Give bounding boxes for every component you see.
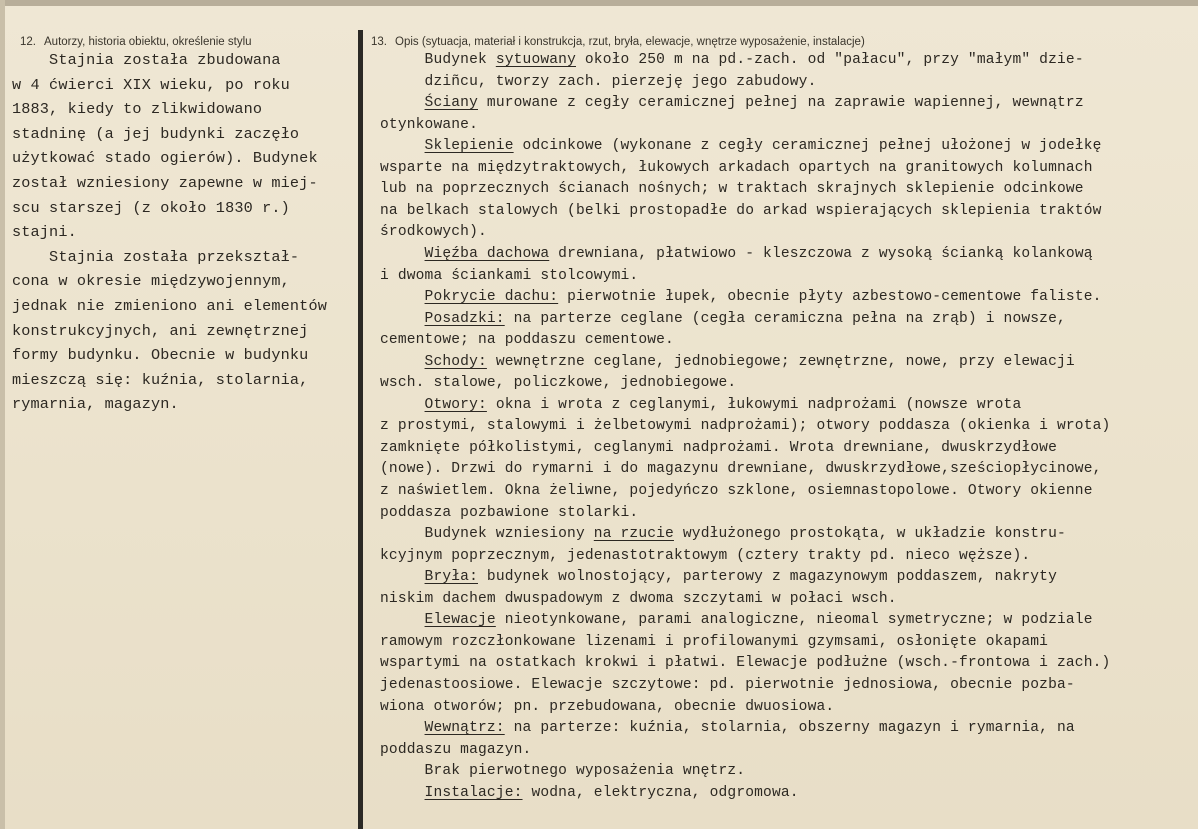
description-text-line: [380, 525, 1066, 543]
line-text: murowane z cegły ceramicznej pełnej na zaprawie wapiennej, wewnątrz: [478, 95, 1084, 112]
description-text-line: [380, 504, 638, 522]
line-text: Budynek wzniesiony: [380, 526, 594, 543]
description-text-line: [380, 267, 638, 285]
left-column-header: [20, 36, 252, 48]
line-text: wydłużonego prostokąta, w układzie konstru-: [673, 526, 1066, 543]
underlined-keyword: Wewnątrz:: [424, 720, 505, 737]
description-text-line: [380, 568, 1057, 586]
description-text-line: [380, 223, 487, 241]
history-text-line: stajni.: [12, 223, 77, 242]
history-text-line: Stajnia została zbudowana: [12, 51, 281, 69]
column-divider: [358, 30, 363, 829]
line-text: wodna, elektryczna, odgromowa.: [522, 784, 799, 801]
line-text: Brak pierwotnego wyposażenia wnętrz.: [380, 763, 746, 780]
description-text-line: [380, 73, 816, 91]
line-text: [380, 311, 425, 327]
left-header-number: 12.: [20, 36, 36, 48]
card-top-edge: [0, 0, 1198, 6]
description-text-line: [380, 482, 1093, 500]
line-text: [380, 397, 425, 413]
line-text: jedenastoosiowe. Elewacje szczytowe: pd. pierwotnie jednosiowa, obecnie pozba-: [380, 676, 1075, 693]
underlined-keyword: Schody:: [424, 353, 487, 370]
history-text-line: konstrukcyjnych, ani zewnętrznej: [12, 321, 309, 340]
description-text-line: [380, 698, 834, 716]
description-text-line: [380, 590, 897, 608]
line-text: budynek wolnostojący, parterowy z magazynowym poddaszem, nakryty: [478, 569, 1057, 586]
description-text-line: [380, 784, 799, 802]
underlined-keyword: Ściany: [424, 95, 478, 112]
left-header-title: Autorzy, historia obiektu, określenie stylu: [44, 36, 252, 48]
history-text-line: w 4 ćwierci XIX wieku, po roku: [12, 75, 290, 94]
line-text: z naświetlem. Okna żeliwne, pojedyńczo szklone, osiemnastopolowe. Otwory okienne: [380, 483, 1093, 499]
underlined-keyword: na rzucie: [593, 526, 674, 543]
description-text-line: [380, 396, 1021, 414]
line-text: [380, 354, 425, 370]
line-text: [380, 95, 425, 111]
description-text-line: [380, 460, 1102, 478]
history-text-line: jednak nie zmieniono ani elementów: [12, 297, 327, 315]
line-text: Budynek: [380, 52, 496, 68]
underlined-keyword: Elewacje: [424, 612, 496, 629]
history-text-line: cona w okresie międzywojennym,: [12, 272, 290, 291]
history-text-line: 1883, kiedy to zlikwidowano: [12, 100, 263, 119]
description-text-line: [380, 762, 745, 780]
line-text: wsch. stalowe, policzkowe, jednobiegowe.: [380, 375, 737, 392]
description-text-line: [380, 417, 1110, 435]
line-text: na parterze: kuźnia, stolarnia, obszerny magazyn i rymarnia, na: [504, 720, 1075, 737]
line-text: otynkowane.: [380, 116, 478, 133]
right-header-title: Opis (sytuacja, materiał i konstrukcja, rzut, bryła, elewacje, wnętrze wyposażenie, instalacje): [395, 36, 865, 48]
history-text-line: został wzniesiony zapewne w miej-: [12, 174, 318, 192]
history-text-line: mieszczą się: kuźnia, stolarnia,: [12, 370, 309, 389]
line-text: [380, 569, 425, 585]
description-text-line: [380, 676, 1075, 694]
line-text: [380, 138, 425, 154]
line-text: (nowe). Drzwi do rymarni i do magazynu drewniane, dwuskrzydłowe,sześciopłycinowe,: [380, 461, 1102, 478]
description-text-line: [380, 374, 736, 392]
right-header-number: 13.: [371, 36, 387, 48]
line-text: niskim dachem dwuspadowym z dwoma szczytami w połaci wsch.: [380, 590, 897, 607]
description-text-line: [380, 611, 1093, 629]
line-text: [380, 785, 425, 801]
right-column-header: [371, 36, 865, 48]
line-text: ramowym rozczłonkowane lizenami i profilowanymi gzymsami, osłonięte okapami: [380, 633, 1049, 650]
description-text-line: [380, 180, 1084, 198]
history-text-line: rymarnia, magazyn.: [12, 395, 179, 414]
line-text: około 250 m na pd.-zach. od "pałacu", przy "małym" dzie-: [575, 52, 1084, 68]
description-text-line: [380, 137, 1102, 155]
underlined-keyword: Instalacje:: [424, 784, 523, 801]
line-text: wsparte na międzytraktowych, łukowych arkadach opartych na granitowych kolumnach: [380, 159, 1093, 176]
underlined-keyword: sytuowany: [495, 52, 576, 68]
line-text: [380, 720, 425, 736]
description-text-line: [380, 331, 674, 349]
line-text: [380, 246, 425, 262]
line-text: drewniana, płatwiowo - kleszczowa z wysoką ścianką kolankową: [549, 245, 1093, 262]
line-text: okna i wrota z ceglanymi, łukowymi nadprożami (nowsze wrota: [486, 396, 1022, 413]
description-text-line: [380, 116, 478, 134]
line-text: i dwoma ściankami stolcowymi.: [380, 267, 639, 284]
history-text-line: użytkować stado ogierów). Budynek: [12, 149, 318, 168]
description-text-line: [380, 159, 1093, 177]
line-text: lub na poprzecznych ścianach nośnych; w traktach skrajnych sklepienie odcinkowe: [380, 181, 1084, 198]
underlined-keyword: Posadzki:: [424, 310, 505, 327]
line-text: na belkach stalowych (belki prostopadłe do arkad wspierających sklepienia traktów: [380, 202, 1102, 219]
line-text: pierwotnie łupek, obecnie płyty azbestowo-cementowe faliste.: [558, 289, 1102, 306]
line-text: [380, 612, 425, 628]
history-text-line: Stajnia została przekształ-: [12, 247, 300, 266]
line-text: z prostymi, stalowymi i żelbetowymi nadprożami); otwory poddasza (okienka i wrota): [380, 418, 1111, 435]
history-text-line: scu starszej (z około 1830 r.): [12, 198, 290, 217]
description-text-line: [380, 51, 1084, 69]
description-text-line: [380, 94, 1084, 112]
description-text-line: [380, 310, 1066, 328]
description-text-line: [380, 633, 1048, 651]
line-text: wspartymi na ostatkach krokwi i płatwi. Elewacje podłużne (wsch.-frontowa i zach.): [380, 655, 1111, 672]
line-text: [380, 289, 425, 305]
description-text-line: [380, 719, 1075, 737]
description-text-line: [380, 547, 1030, 565]
line-text: cementowe; na poddaszu cementowe.: [380, 332, 674, 349]
description-text-line: [380, 439, 1057, 457]
line-text: wewnętrzne ceglane, jednobiegowe; zewnętrzne, nowe, przy elewacji: [486, 353, 1075, 370]
line-text: na parterze ceglane (cegła ceramiczna pełna na zrąb) i nowsze,: [504, 310, 1066, 327]
description-text-line: [380, 288, 1102, 306]
description-text-line: [380, 245, 1093, 263]
description-text-line: [380, 202, 1102, 220]
history-text-line: formy budynku. Obecnie w budynku: [12, 346, 309, 365]
underlined-keyword: Sklepienie: [424, 138, 514, 155]
description-text-line: [380, 741, 531, 759]
line-text: dziñcu, tworzy zach. pierzeję jego zabudowy.: [380, 73, 817, 90]
underlined-keyword: Bryła:: [424, 569, 478, 586]
description-text-line: [380, 353, 1075, 371]
line-text: odcinkowe (wykonane z cegły ceramicznej pełnej ułożonej w jodełkę: [513, 138, 1102, 155]
line-text: kcyjnym poprzecznym, jedenastotraktowym (cztery trakty pd. nieco węższe).: [380, 547, 1031, 564]
line-text: poddaszu magazyn.: [380, 741, 532, 758]
card-left-edge: [0, 0, 5, 829]
underlined-keyword: Więźba dachowa: [424, 245, 550, 262]
line-text: zamknięte półkolistymi, ceglanymi nadprożami. Wrota drewniane, dwuskrzydłowe: [380, 439, 1057, 456]
underlined-keyword: Otwory:: [424, 396, 487, 413]
history-text-line: stadninę (a jej budynki zaczęło: [12, 124, 300, 143]
underlined-keyword: Pokrycie dachu:: [424, 289, 559, 306]
line-text: środkowych).: [380, 224, 487, 241]
line-text: nieotynkowane, parami analogiczne, nieomal symetryczne; w podziale: [495, 612, 1093, 629]
line-text: wiona otworów; pn. przebudowana, obecnie dwuosiowa.: [380, 698, 835, 715]
line-text: poddasza pozbawione stolarki.: [380, 504, 639, 521]
description-text-line: [380, 654, 1110, 672]
